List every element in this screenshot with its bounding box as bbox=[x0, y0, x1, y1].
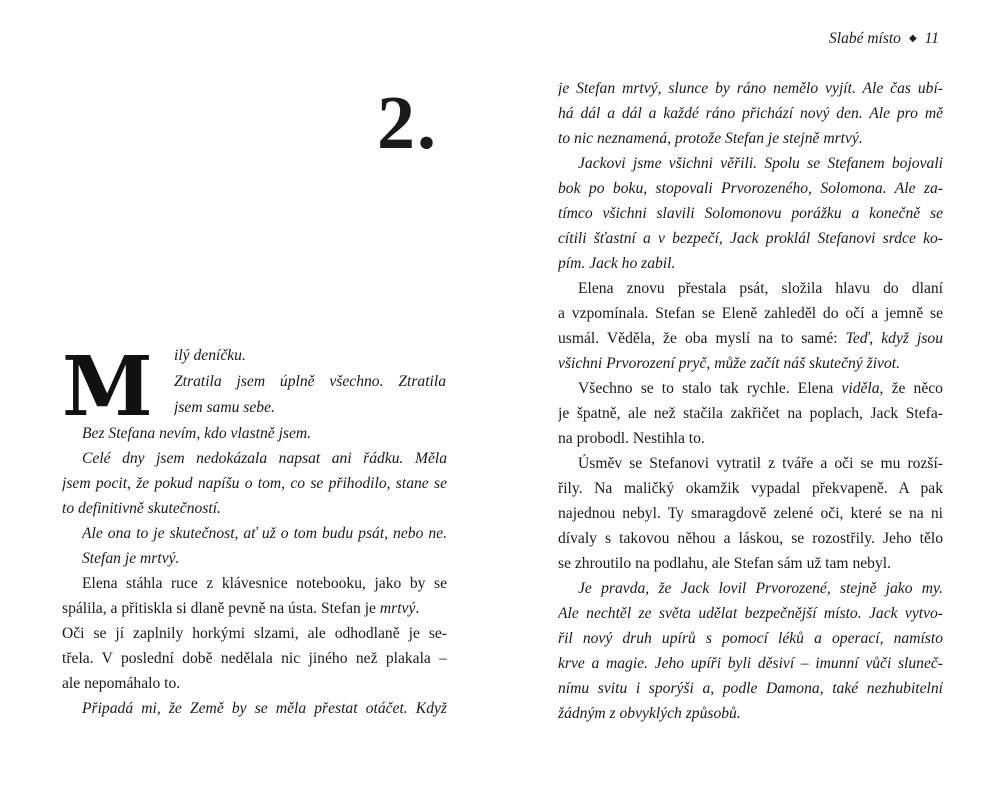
text-line: všichni Prvorození pryč, může začít náš skutečný život. bbox=[558, 355, 900, 372]
diamond-separator-icon: ◆ bbox=[908, 33, 917, 44]
emphasis: viděla bbox=[841, 380, 880, 397]
chapter-number: 2. bbox=[377, 81, 438, 165]
text-line: Stefan je mrtvý. bbox=[82, 550, 180, 567]
text-line: na probodl. Nestihla to. bbox=[558, 430, 705, 447]
running-header bbox=[829, 30, 939, 48]
right-page bbox=[502, 0, 1005, 800]
text-line: Ztratila jsem úplně všechno. Ztratila bbox=[174, 373, 446, 390]
text-line: Připadá mi, že Země by se měla přestat otáčet. Když bbox=[82, 700, 447, 717]
text-line: pím. Jack ho zabil. bbox=[558, 255, 676, 272]
text-line: Elena stáhla ruce z klávesnice notebooku, jako by se bbox=[82, 575, 447, 592]
text-line: řily. Na maličký okamžik vypadal překvapeně. A pak bbox=[558, 480, 943, 497]
text-line: Jackovi jsme všichni věřili. Spolu se Stefanem bojovali bbox=[578, 155, 943, 172]
text-line: há dál a dál a každé ráno přichází nový den. Ale pro mě bbox=[558, 105, 943, 122]
text-line: je špatně, ale než stačila zakřičet na poplach, Jack Stefa- bbox=[558, 405, 943, 422]
text-line: Všechno se to stalo tak rychle. Elena viděla, že něco bbox=[578, 380, 943, 397]
text-line: jsem samu sebe. bbox=[174, 399, 275, 416]
drop-cap: M bbox=[62, 339, 153, 435]
text-line: Elena znovu přestala psát, složila hlavu do dlaní bbox=[578, 280, 943, 297]
text-line: najednou nebyl. Ty smaragdově zelené oči, které se na ni bbox=[558, 505, 943, 522]
text-line: Ale nechtěl ze světa udělat bezpečnější místo. Jack vytvo- bbox=[558, 605, 943, 622]
text-line: krve a magie. Jeho upíři byli děsiví – imunní vůči sluneč- bbox=[558, 655, 943, 672]
text-line: cítili šťastní a v bezpečí, Jack proklál Stefanovi srdce ko- bbox=[558, 230, 943, 247]
text-line: žádným z obvyklých způsobů. bbox=[558, 705, 741, 722]
text-line: ilý deníčku. bbox=[174, 347, 246, 364]
text-line: nímu svitu i sporýši a, podle Damona, také nezhubitelní bbox=[558, 680, 943, 697]
text-line: to nic neznamená, protože Stefan je stejně mrtvý. bbox=[558, 130, 863, 147]
left-page bbox=[0, 0, 502, 800]
emphasis: Teď, když jsou bbox=[845, 330, 943, 347]
text-line: Úsměv se Stefanovi vytratil z tváře a oči se mu rozší- bbox=[578, 455, 943, 472]
text-line: třela. V poslední době nedělala nic jiného než plakala – bbox=[62, 650, 447, 667]
text-line: je Stefan mrtvý, slunce by ráno nemělo vyjít. Ale čas ubí- bbox=[558, 80, 943, 97]
emphasis: mrtvý bbox=[379, 600, 416, 617]
text-line: řil nový druh upírů s pomocí léků a operací, namísto bbox=[558, 630, 943, 647]
text-line: se zhroutilo na podlahu, ale Stefan sám už tam nebyl. bbox=[558, 555, 892, 572]
text-line: a vzpomínala. Stefan se Eleně zahleděl do očí a jemně se bbox=[558, 305, 943, 322]
text-line: Bez Stefana nevím, kdo vlastně jsem. bbox=[82, 425, 312, 442]
text-line: usmál. Věděla, že oba myslí na to samé: Teď, když jsou bbox=[558, 330, 943, 347]
text-line: Celé dny jsem nedokázala napsat ani řádku. Měla bbox=[82, 450, 447, 467]
text-line: spálila, a přitiskla si dlaně pevně na ústa. Stefan je mrtvý. bbox=[62, 600, 420, 617]
text-line: tímco všichni slavili Solomonovu porážku a konečně se bbox=[558, 205, 943, 222]
text-line: bok po boku, stopovali Prvorozeného, Solomona. Ale za- bbox=[558, 180, 943, 197]
running-title: Slabé místo bbox=[829, 30, 901, 47]
page-number: 11 bbox=[924, 30, 939, 47]
text-line: jsem pocit, že pokud napíšu o tom, co se přihodilo, stane se bbox=[62, 475, 447, 492]
text-line: Oči se jí zaplnily horkými slzami, ale odhodlaně je se- bbox=[62, 625, 447, 642]
text-line: Je pravda, že Jack lovil Prvorozené, stejně jako my. bbox=[578, 580, 943, 597]
text-line: Ale ona to je skutečnost, ať už o tom budu psát, nebo ne. bbox=[82, 525, 447, 542]
text-line: ale nepomáhalo to. bbox=[62, 675, 181, 692]
text-line: to definitivně skutečností. bbox=[62, 500, 221, 517]
text-line: dívaly s takovou něhou a láskou, se rozostřily. Jeho tělo bbox=[558, 530, 943, 547]
